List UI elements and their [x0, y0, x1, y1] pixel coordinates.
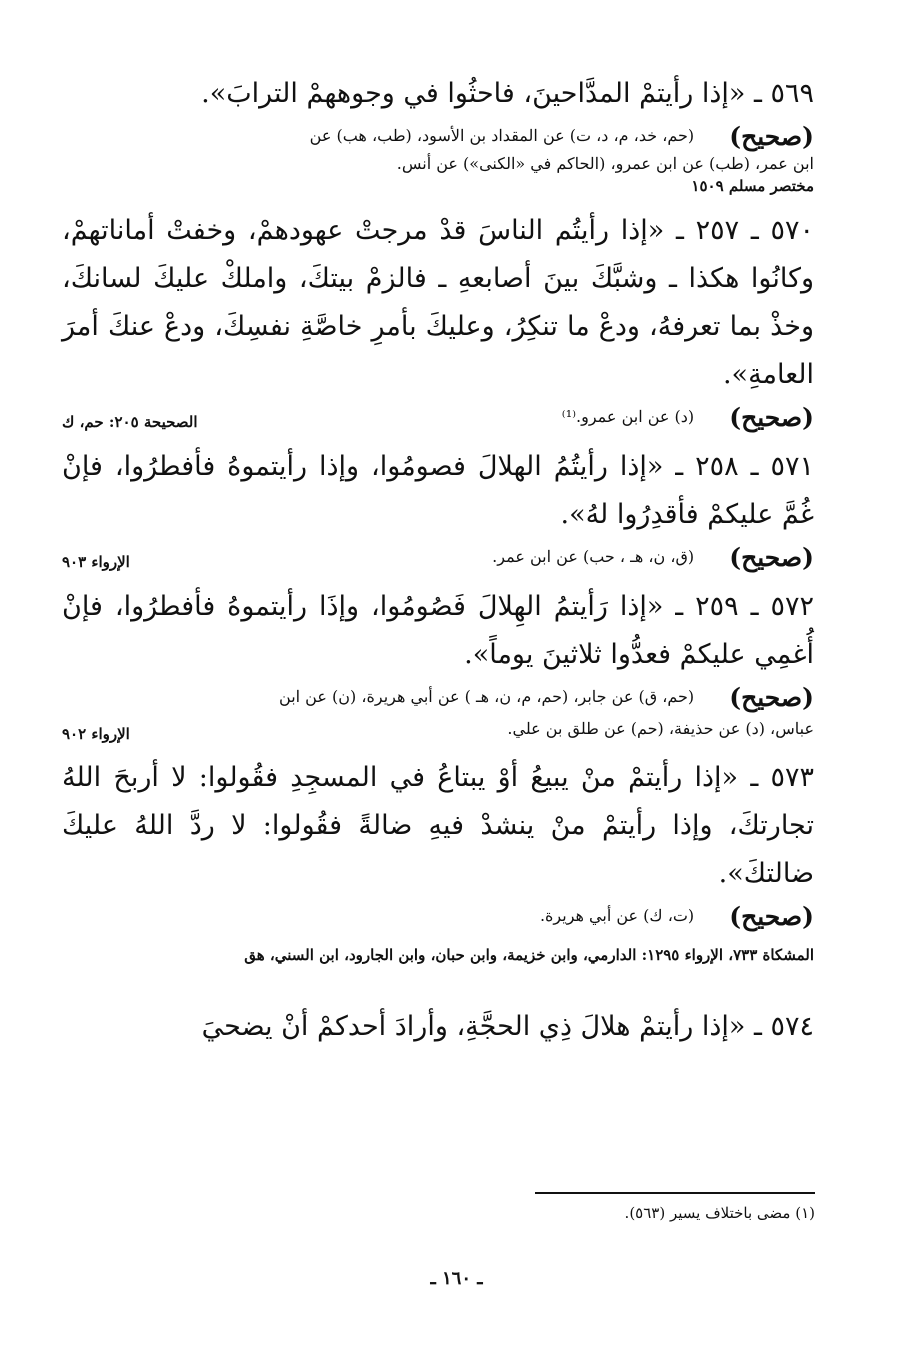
sources-text: (حم، ق) عن جابر، (حم، م، ن، هـ ) عن أبي هريرة، (ن) عن ابن — [279, 687, 695, 706]
reference-text: مختصر مسلم ١٥٠٩ — [691, 177, 814, 195]
hadith-text: ٥٧١ ـ ٢٥٨ ـ «إذا رأيتُمُ الهلالَ فصومُوا، وإذا رأيتموهُ فأفطرُوا، فإنْ غُمَّ عليكمْ فأقدِرُوا لهُ». — [62, 451, 814, 530]
reference-text: الصحيحة ٢٠٥: حم، ك — [62, 413, 198, 431]
sources-continued: عباس، (د) عن حذيفة، (حم) عن طلق بن علي. — [507, 719, 814, 738]
grade-label: ( صحيح ) — [729, 544, 814, 571]
sources-row-2 — [62, 715, 814, 742]
hadith-text: ٥٦٩ ـ «إذا رأيتمْ المدَّاحينَ، فاحثُوا في وجوههمْ الترابَ». — [201, 78, 814, 109]
page-body — [62, 70, 814, 1063]
hadith-text: ٥٧٤ ـ «إذا رأيتمْ هلالَ ذِي الحجَّةِ، وأرادَ أحدكمْ أنْ يضحيَ — [201, 1011, 814, 1042]
sources-text: (ت، ك) عن أبي هريرة. — [539, 906, 695, 925]
entry-571 — [62, 443, 814, 571]
footnote-text: (١) مضى باختلاف يسير (٥٦٣). — [624, 1204, 815, 1222]
entry-572 — [62, 583, 814, 742]
hadith-text: ٥٧٢ ـ ٢٥٩ ـ «إذا رَأيتمُ الهِلالَ فَصُومُوا، وإذَا رأيتموهُ فأفطرُوا، فإنْ أُغمِي عليكمْ فعدُّوا ثلاثينَ يوماً». — [62, 591, 814, 670]
sources-text: (د) عن ابن عمرو.⁽¹⁾ — [561, 407, 695, 426]
grade-row — [62, 122, 814, 150]
reference-text: المشكاة ٧٣٣، الإرواء ١٢٩٥: الدارمي، وابن خزيمة، وابن حبان، وابن الجارود، ابن السني، هق — [244, 946, 814, 964]
entry-570 — [62, 207, 814, 431]
grade-row — [62, 543, 814, 571]
sources-text: (حم، خد، م، د، ت) عن المقداد بن الأسود، (طب، هب) عن — [309, 126, 695, 145]
hadith-text: ٥٧٠ ـ ٢٥٧ ـ «إذا رأيتُم الناسَ قدْ مرجتْ عهودهمْ، وخفتْ أماناتهمْ، وكانُوا هكذا ـ وشبَّكَ بينَ أصابعهِ ـ فالزمْ بيتكَ، واملكْ عليكَ لسانكَ، وخذْ بما تعرفهُ، ودعْ ما تنكِرُ، وعليكَ بأمرِ خاصَّةِ نفسِكَ، ودعْ عنكَ أمرَ العامةِ». — [62, 215, 814, 390]
entry-574 — [62, 1003, 814, 1051]
sources-text: (ق، ن، هـ ، حب) عن ابن عمر. — [492, 547, 695, 566]
grade-label: ( صحيح ) — [729, 903, 814, 930]
spacer — [62, 981, 814, 1003]
sources-continued: ابن عمر، (طب) عن ابن عمرو، (الحاكم في «الكنى») عن أنس. — [396, 154, 814, 173]
entry-569 — [62, 70, 814, 195]
grade-row — [62, 683, 814, 711]
entry-573 — [62, 754, 814, 969]
grade-label: ( صحيح ) — [729, 123, 814, 150]
reference-text: الإرواء ٩٠٣ — [62, 553, 130, 571]
hadith-text: ٥٧٣ ـ «إذا رأيتمْ منْ يبيعُ أوْ يبتاعُ في المسجِدِ فقُولوا: لا أربحَ اللهُ تجارتكَ، وإذا رأيتمْ منْ ينشدْ فيهِ ضالةً فقُولوا: لا ردَّ اللهُ عليكَ ضالتكَ». — [62, 762, 814, 889]
grade-label: ( صحيح ) — [729, 684, 814, 711]
grade-row — [62, 902, 814, 930]
page-number: ـ ١٦٠ ـ — [430, 1268, 483, 1289]
reference-text: الإرواء ٩٠٢ — [62, 725, 130, 743]
footnote-divider — [535, 1192, 815, 1194]
grade-label: ( صحيح ) — [729, 404, 814, 431]
grade-row — [62, 403, 814, 431]
